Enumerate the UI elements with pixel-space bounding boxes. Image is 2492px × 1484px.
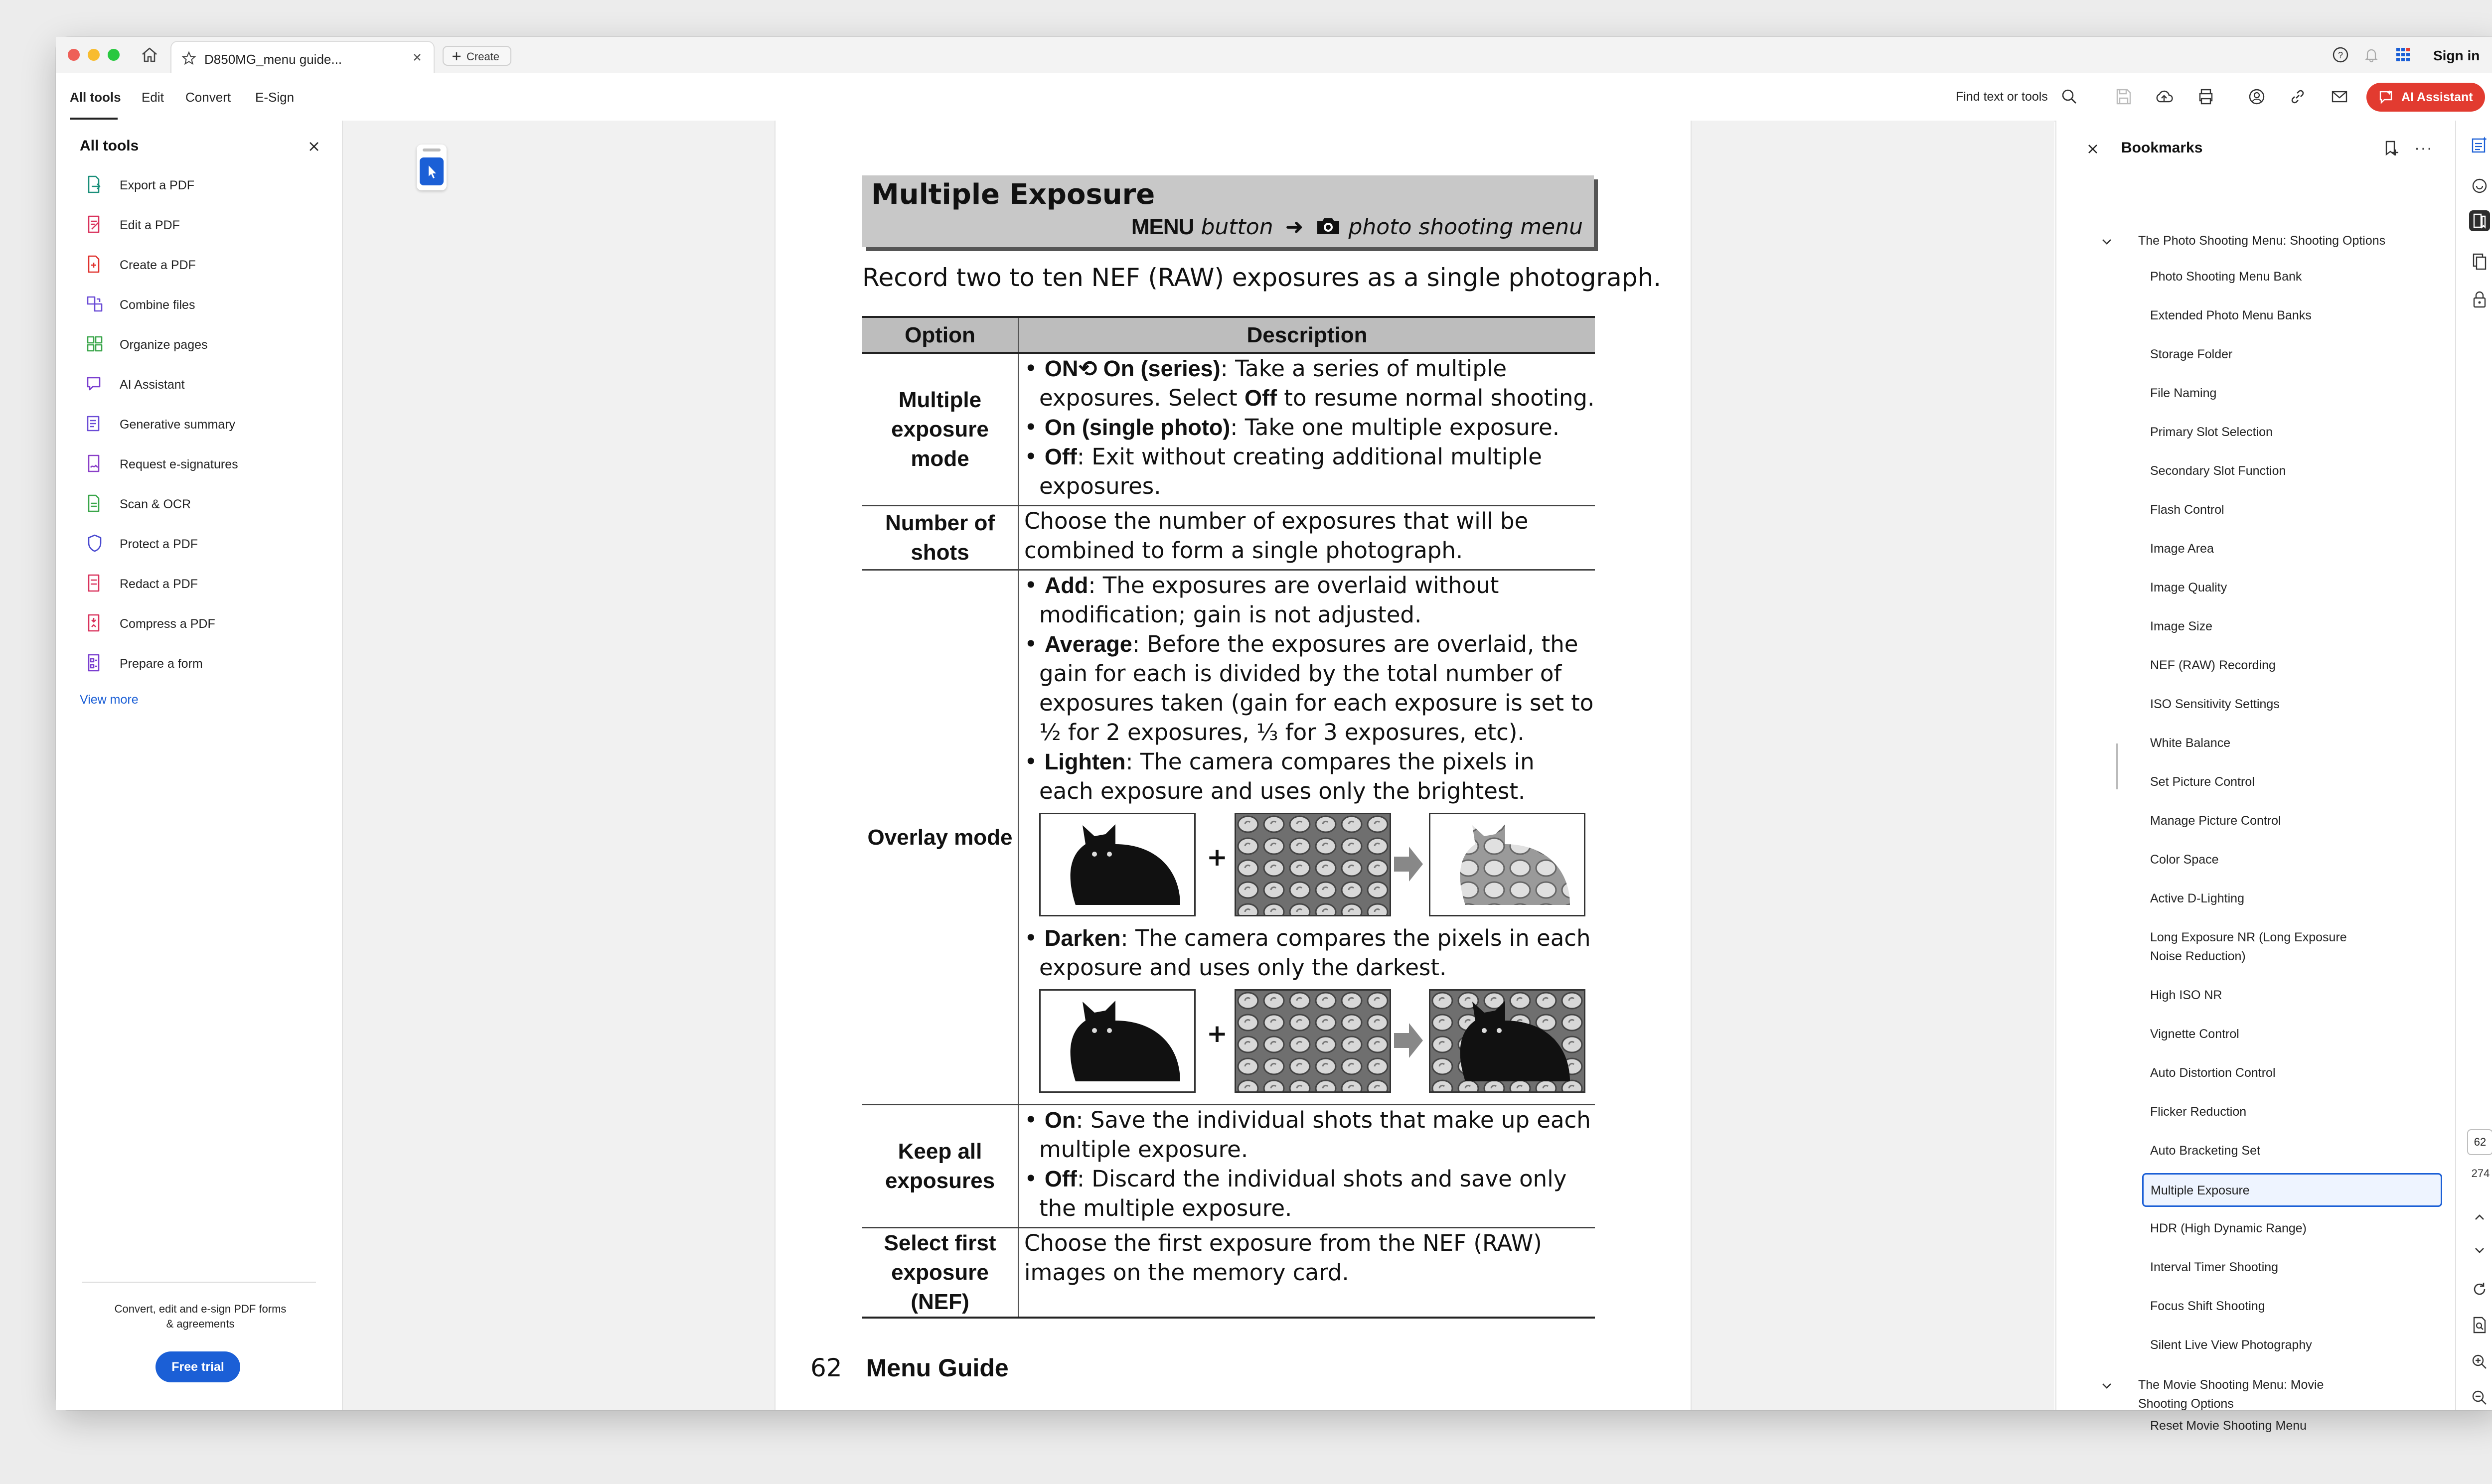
list-item: • Darken: The camera compares the pixels in each exposure and uses only the darkest. (1024, 923, 1595, 982)
panel-title: All tools (80, 138, 139, 154)
option-name: Select first exposure (NEF) (862, 1228, 1019, 1318)
page-footer (810, 1353, 1009, 1382)
maximize-window-button[interactable] (108, 49, 120, 61)
bookmark-section[interactable]: The Movie Shooting Menu: Movie (2138, 1378, 2324, 1392)
table-row (862, 353, 1595, 506)
arrow-right-icon (1394, 842, 1424, 887)
bookmark-item[interactable]: ISO Sensitivity Settings (2150, 697, 2280, 711)
search-icon[interactable] (2059, 87, 2079, 107)
chevron-up-icon[interactable] (2469, 1207, 2490, 1228)
free-trial-button[interactable]: Free trial (156, 1351, 240, 1382)
close-window-button[interactable] (68, 49, 80, 61)
comment-icon[interactable] (2469, 175, 2490, 196)
section-title: Multiple Exposure (871, 178, 1155, 211)
title-bar (56, 37, 2492, 74)
divider (82, 1282, 316, 1283)
main-toolbar (56, 73, 2492, 122)
ai-assistant-button[interactable]: AI Assistant (2366, 83, 2485, 112)
ai-assistant-icon (85, 374, 105, 394)
select-tool-button[interactable] (420, 157, 444, 185)
bookmark-item[interactable]: Secondary Slot Function (2150, 464, 2286, 478)
bookmarks-title: Bookmarks (2121, 140, 2203, 156)
lighten-example-figure (1039, 813, 1595, 921)
app-window (56, 37, 2492, 1433)
notifications-bell-icon[interactable] (2362, 46, 2380, 64)
generative-summary-icon (85, 414, 105, 434)
bookmark-item[interactable]: Interval Timer Shooting (2150, 1260, 2279, 1274)
menu-esign[interactable]: E-Sign (255, 90, 295, 105)
more-options-button[interactable]: ··· (2414, 139, 2433, 157)
list-item: • Average: Before the exposures are overlaid, the gain for each is divided by the total number of exposures taken (gain for each exposure is set to ½ for 2 exposures, ⅓ for 3 exposures, etc). (1024, 629, 1595, 747)
tool-item[interactable] (80, 290, 319, 320)
menu-edit[interactable]: Edit (142, 90, 164, 105)
tool-item[interactable] (80, 569, 319, 599)
bookmark-item[interactable]: Photo Shooting Menu Bank (2150, 270, 2302, 284)
bookmark-item[interactable]: Primary Slot Selection (2150, 425, 2273, 439)
protect-pdf-icon (85, 533, 105, 553)
floating-tool-palette (417, 145, 447, 190)
plus-sign: + (1207, 843, 1228, 872)
tool-item[interactable] (80, 330, 319, 360)
bookmark-item[interactable]: Storage Folder (2150, 347, 2233, 361)
bookmark-section-continued: Shooting Options (2138, 1397, 2234, 1411)
bookmark-item[interactable]: Auto Bracketing Set (2150, 1144, 2260, 1158)
bookmarks-panel (2055, 121, 2455, 1433)
create-pdf-icon (85, 254, 105, 274)
plus-icon (452, 51, 462, 61)
bookmark-item[interactable]: Image Area (2150, 542, 2214, 556)
total-pages: 274 (2471, 1167, 2490, 1180)
section-subtitle: MENU button ➜ photo shooting menu (1131, 214, 1583, 240)
tool-item-label: Scan & OCR (120, 497, 191, 511)
list-item: • ON⟲ On (series): Take a series of multiple exposures. Select Off to resume normal shooting. (1024, 354, 1595, 413)
section-header (862, 175, 1594, 247)
tool-item[interactable] (80, 250, 319, 280)
current-page-input[interactable]: 62 (2467, 1129, 2492, 1155)
email-icon[interactable] (2330, 87, 2349, 107)
footer-title: Menu Guide (866, 1354, 1009, 1382)
table-row (862, 1105, 1595, 1228)
organize-pages-icon (85, 334, 105, 354)
home-icon[interactable] (140, 45, 159, 65)
tool-item-label: Redact a PDF (120, 577, 198, 591)
tool-item-label: Edit a PDF (120, 218, 180, 232)
bookmark-section[interactable]: The Photo Shooting Menu: Shooting Options (2138, 234, 2386, 248)
bookmark-item[interactable]: Extended Photo Menu Banks (2150, 308, 2312, 322)
bookmark-item[interactable]: Manage Picture Control (2150, 814, 2281, 828)
lead-paragraph: Record two to ten NEF (RAW) exposures as a single photograph. (862, 263, 1662, 292)
bookmark-item[interactable]: Reset Movie Shooting Menu (2150, 1419, 2307, 1433)
bookmark-item[interactable]: Active D-Lighting (2150, 891, 2244, 905)
help-icon[interactable] (2332, 46, 2349, 64)
promo-text: Convert, edit and e-sign PDF forms & agreements (114, 1303, 287, 1330)
bookmark-item[interactable]: Long Exposure NR (Long Exposure (2150, 930, 2347, 944)
all-tools-panel (56, 121, 343, 1410)
bookmark-item[interactable]: Image Quality (2150, 581, 2227, 594)
bookmark-item[interactable]: Auto Distortion Control (2150, 1066, 2276, 1080)
column-header-description: Description (1019, 317, 1595, 353)
page-thumbnails-icon[interactable] (2469, 251, 2490, 272)
list-item: • Add: The exposures are overlaid without modification; gain is not adjusted. (1024, 571, 1595, 629)
tool-item[interactable] (80, 649, 319, 679)
tool-item-label: Request e-signatures (120, 457, 238, 471)
tool-item[interactable] (80, 170, 319, 200)
camera-icon (1315, 216, 1341, 236)
bookmark-item[interactable]: NEF (RAW) Recording (2150, 658, 2276, 672)
active-menu-underline (70, 118, 118, 120)
tool-item-label: Export a PDF (120, 178, 195, 192)
list-item: • Off: Exit without creating additional multiple exposures. (1024, 442, 1595, 501)
bookmark-item[interactable]: HDR (High Dynamic Range) (2150, 1221, 2307, 1235)
table-row (862, 506, 1595, 570)
tool-item-label: Create a PDF (120, 258, 196, 272)
find-text-or-tools[interactable]: Find text or tools (1956, 90, 2048, 104)
list-item: • Lighten: The camera compares the pixels in each exposure and uses only the brightest. (1024, 747, 1595, 806)
option-description (1019, 353, 1595, 506)
lock-icon[interactable] (2469, 289, 2490, 310)
close-panel-icon[interactable] (307, 140, 321, 153)
bookmark-item[interactable]: Set Picture Control (2150, 775, 2255, 789)
tool-item-label: Prepare a form (120, 657, 203, 671)
bookmark-item-selected[interactable]: Multiple Exposure (2142, 1173, 2442, 1207)
tool-item-label: AI Assistant (120, 378, 185, 392)
option-description (1019, 1105, 1595, 1228)
add-bookmark-icon[interactable] (2382, 140, 2400, 157)
bookmark-item[interactable]: White Balance (2150, 736, 2231, 750)
tool-item[interactable] (80, 489, 319, 519)
apps-grid-icon[interactable] (2394, 46, 2412, 64)
tool-item[interactable] (80, 449, 319, 479)
close-bookmarks-icon[interactable] (2086, 143, 2099, 155)
ai-summary-icon[interactable] (2469, 135, 2490, 155)
tab-title: D850MG_menu guide... (204, 52, 342, 67)
tool-item[interactable] (80, 370, 319, 400)
tool-item-label: Organize pages (120, 338, 208, 352)
option-description: Choose the number of exposures that will be combined to form a single photograph. (1019, 506, 1595, 570)
tool-item-label: Protect a PDF (120, 537, 198, 551)
option-name: Number of shots (862, 506, 1019, 570)
pattern-image (1235, 989, 1391, 1093)
tool-item[interactable] (80, 609, 319, 639)
print-icon[interactable] (2196, 87, 2216, 107)
darken-example-figure (1039, 989, 1595, 1098)
option-description: Choose the first exposure from the NEF (RAW) images on the memory card. (1019, 1228, 1595, 1318)
tool-item[interactable] (80, 410, 319, 440)
view-more-link[interactable]: View more (80, 693, 139, 707)
ai-assistant-icon (2378, 90, 2394, 105)
create-button[interactable]: Create (443, 46, 511, 66)
link-icon[interactable] (2288, 87, 2308, 107)
document-tab[interactable] (170, 41, 435, 73)
bookmark-item[interactable]: Flicker Reduction (2150, 1105, 2247, 1119)
pdf-page (775, 121, 1692, 1410)
bookmark-item[interactable]: Flash Control (2150, 503, 2224, 517)
chevron-down-icon[interactable] (2099, 1378, 2114, 1393)
lighten-result-image (1429, 813, 1585, 916)
menu-convert[interactable]: Convert (185, 90, 231, 105)
panel-resize-handle[interactable] (2116, 743, 2122, 789)
options-table (862, 316, 1595, 1319)
scan-ocr-icon (85, 493, 105, 513)
menu-all-tools[interactable]: All tools (70, 90, 121, 105)
right-rail (2455, 121, 2492, 1410)
palette-drag-handle[interactable] (423, 148, 441, 151)
chevron-down-icon[interactable] (2469, 1240, 2490, 1261)
share-user-icon[interactable] (2247, 87, 2267, 107)
bookmark-item[interactable]: Image Size (2150, 619, 2213, 633)
svg-text:?: ? (2337, 50, 2343, 60)
chevron-down-icon[interactable] (2099, 234, 2114, 249)
minimize-window-button[interactable] (88, 49, 100, 61)
bookmark-item-continued: Noise Reduction) (2150, 949, 2246, 963)
option-name: Overlay mode (862, 570, 1019, 1105)
combine-files-icon (85, 294, 105, 314)
table-header-row (862, 317, 1595, 353)
bookmark-item[interactable]: Vignette Control (2150, 1027, 2239, 1041)
column-header-option: Option (862, 317, 1019, 353)
upload-cloud-icon[interactable] (2154, 87, 2174, 107)
plus-sign: + (1207, 1019, 1228, 1048)
rotate-icon[interactable] (2469, 1279, 2490, 1300)
page-number: 62 (810, 1353, 842, 1382)
arrow-right-icon (1394, 1018, 1424, 1063)
bookmark-item[interactable]: File Naming (2150, 386, 2217, 400)
edit-pdf-icon (85, 214, 105, 234)
tool-item-label: Combine files (120, 298, 195, 312)
star-icon[interactable] (181, 51, 196, 66)
redact-pdf-icon (85, 573, 105, 593)
bookmark-item[interactable]: Color Space (2150, 853, 2219, 867)
tool-item-label: Compress a PDF (120, 617, 215, 631)
table-row (862, 570, 1595, 1105)
black-cat-image (1039, 813, 1196, 916)
cursor-arrow-icon (420, 157, 444, 185)
request-esign-icon (85, 453, 105, 473)
table-row (862, 1228, 1595, 1318)
close-tab-icon[interactable] (410, 50, 425, 65)
bookmark-item[interactable]: Focus Shift Shooting (2150, 1299, 2265, 1313)
darken-result-image (1429, 989, 1585, 1093)
list-item: • Off: Discard the individual shots and save only the multiple exposure. (1024, 1164, 1595, 1223)
option-name: Keep all exposures (862, 1105, 1019, 1228)
prepare-form-icon (85, 653, 105, 673)
bookmarks-icon[interactable] (2469, 210, 2490, 231)
option-name: Multiple exposure mode (862, 353, 1019, 506)
document-viewer[interactable] (343, 121, 2054, 1410)
tool-item[interactable] (80, 529, 319, 559)
bookmark-item[interactable]: High ISO NR (2150, 988, 2222, 1002)
pattern-image (1235, 813, 1391, 916)
black-cat-image (1039, 989, 1196, 1093)
sign-in-link[interactable]: Sign in (2433, 48, 2480, 63)
save-icon[interactable] (2113, 87, 2133, 107)
zoom-in-icon[interactable] (2469, 1351, 2490, 1372)
tool-item-label: Generative summary (120, 418, 236, 432)
list-item: • On: Save the individual shots that make up each multiple exposure. (1024, 1105, 1595, 1164)
page-search-icon[interactable] (2469, 1315, 2490, 1336)
compress-pdf-icon (85, 613, 105, 633)
export-pdf-icon (85, 174, 105, 194)
list-item: • On (single photo): Take one multiple exposure. (1024, 413, 1595, 442)
option-description (1019, 570, 1595, 1105)
zoom-out-icon[interactable] (2469, 1387, 2490, 1408)
bookmark-item[interactable]: Silent Live View Photography (2150, 1338, 2312, 1352)
tool-item[interactable] (80, 210, 319, 240)
